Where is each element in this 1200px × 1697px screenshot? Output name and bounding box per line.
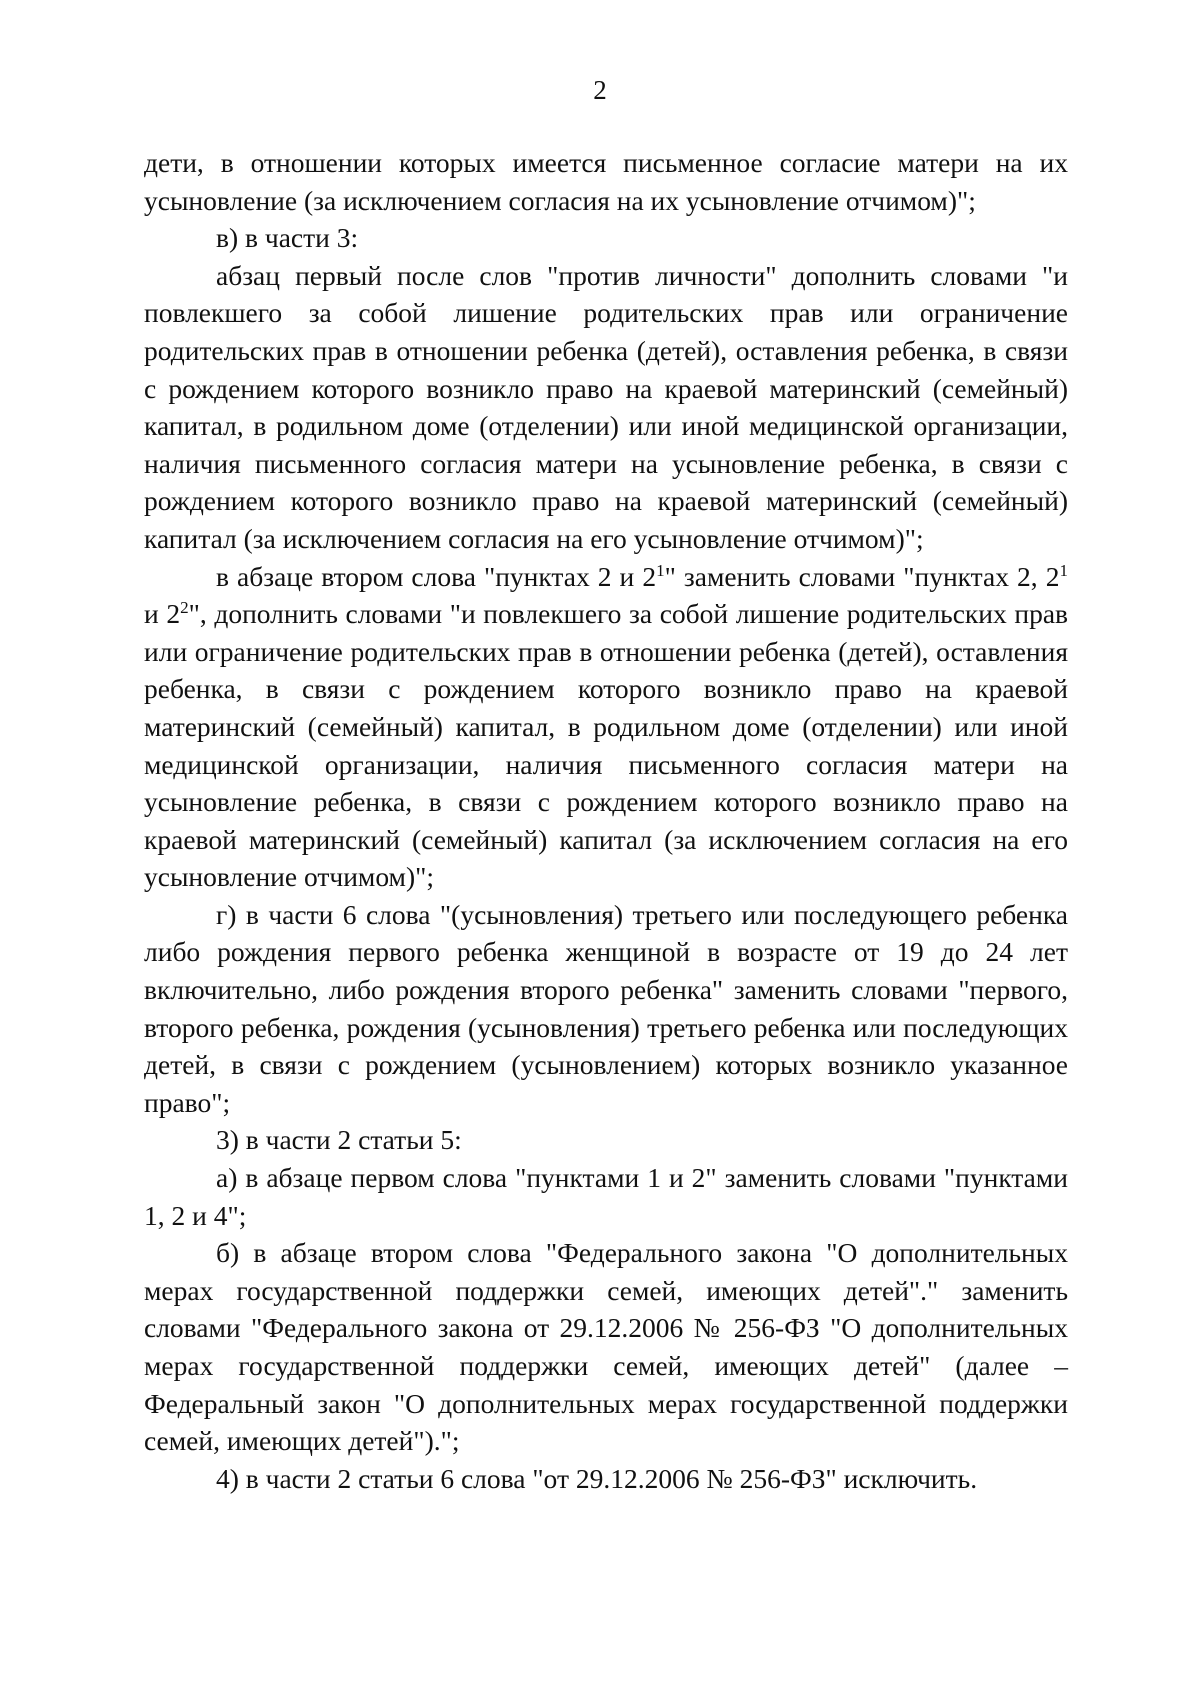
paragraph-item-4: 4) в части 2 статьи 6 слова "от 29.12.2006 № 256-ФЗ" исключить. [216,1462,978,1494]
paragraph-subitem-a: а) в абзаце первом слова "пунктами 1 и 2" заменить словами "пунктами 1, 2 и 4"; [144,1162,1068,1231]
text-fragment: " заменить словами "пунктах 2, 2 [664,560,1060,592]
document-body [144,144,1068,1497]
superscript: 2 [180,597,189,617]
paragraph-subitem-g: г) в части 6 слова "(усыновления) третьего или последующего ребенка либо рождения первого ребенка женщиной в возрасте от 19 до 24 лет включительно, либо рождения второго ребенка" заменить словами "первого, второго ребенка, рождения (усыновления) третьего ребенка или последующих детей, в связи с рождением (усыновлением) которых возникло указанное право"; [144,898,1068,1118]
text-fragment: в абзаце втором слова "пунктах 2 и 2 [216,560,657,592]
paragraph-subitem-b: б) в абзаце втором слова "Федерального закона "О дополнительных мерах государственной поддержки семей, имеющих детей"." заменить словами "Федерального закона от 29.12.2006 № 256-ФЗ "О дополнительных мерах государственной поддержки семей, имеющих детей" (далее – Федеральный закон "О дополнительных мерах государственной поддержки семей, имеющих детей")."; [144,1237,1068,1457]
paragraph-continuation: дети, в отношении которых имеется письменное согласие матери на их усыновление (за исключением согласия на их усыновление отчимом)"; [144,147,1068,216]
text-fragment: ", дополнить словами "и повлекшего за собой лишение родительских прав или ограничение родительских прав в отношении ребенка (детей), оставления ребенка, в связи с рождением которого возникло право на краевой материнский (семейный) капитал, в родильном доме (отделении) или иной медицинской организации, наличия письменного согласия матери на усыновление ребенка, в связи с рождением которого возникло право на краевой материнский (семейный) капитал (за исключением согласия на его усыновление отчимом)"; [144,598,1069,893]
superscript: 1 [1059,560,1068,580]
paragraph-first-abzats: абзац первый после слов "против личности" дополнить словами "и повлекшего за собой лишение родительских прав или ограничение родительских прав в отношении ребенка (детей), оставления ребенка, в связи с рождением которого возникло право на краевой материнский (семейный) капитал, в родильном доме (отделении) или иной медицинской организации, наличия письменного согласия матери на усыновление ребенка, в связи с рождением которого возникло право на краевой материнский (семейный) капитал (за исключением согласия на его усыновление отчимом)"; [144,259,1068,554]
page-number: 2 [593,75,607,105]
superscript: 1 [656,560,665,580]
paragraph-subitem-v: в) в части 3: [216,222,359,254]
paragraph-item-3: 3) в части 2 статьи 5: [216,1124,462,1156]
paragraph-second-abzats [144,558,1068,896]
text-fragment: и 2 [144,598,181,630]
